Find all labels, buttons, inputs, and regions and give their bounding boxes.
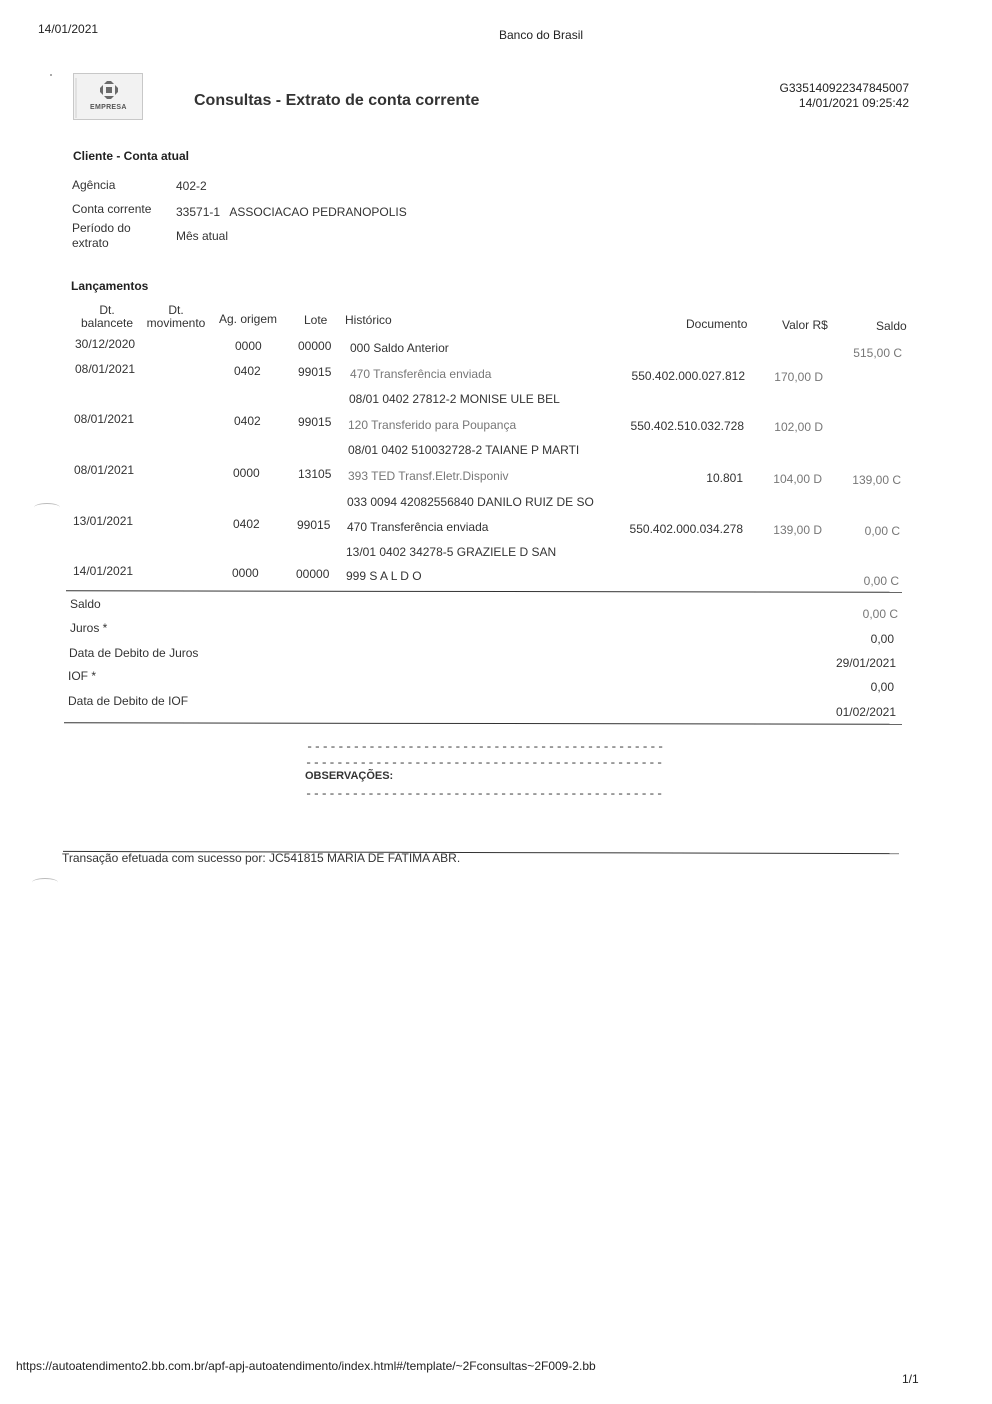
table-divider xyxy=(66,590,902,592)
header-saldo: Saldo xyxy=(876,319,907,333)
row-documento: 550.402.510.032.728 xyxy=(630,419,744,433)
row-valor: 139,00 D xyxy=(773,523,822,537)
transaction-status: Transação efetuada com sucesso por: JC541815 MARIA DE FATIMA ABR. xyxy=(62,851,461,865)
row-historico: 393 TED Transf.Eletr.Disponiv xyxy=(348,469,509,483)
row-lote: 99015 xyxy=(298,415,332,429)
obs-dashes-2: ---------------------------------------------- xyxy=(305,756,664,770)
obs-dashes-3: ---------------------------------------------- xyxy=(305,787,664,801)
row-date: 14/01/2021 xyxy=(73,564,134,578)
header-dt-balancete: Dt. balancete xyxy=(80,303,134,330)
row-date: 30/12/2020 xyxy=(75,337,136,351)
row-date: 08/01/2021 xyxy=(75,362,136,376)
row-saldo: 0,00 C xyxy=(863,574,899,588)
header-dt-movimento: Dt. movimento xyxy=(146,303,206,330)
header-historico: Histórico xyxy=(345,313,392,327)
header-ag-origem: Ag. origem xyxy=(219,312,278,326)
row-documento: 550.402.000.034.278 xyxy=(629,522,743,536)
conta-value: 33571-1 ASSOCIACAO PEDRANOPOLIS xyxy=(176,205,407,219)
data-juros-value: 29/01/2021 xyxy=(835,656,896,670)
row-lote: 00000 xyxy=(296,567,330,581)
page-title: Consultas - Extrato de conta corrente xyxy=(194,92,480,109)
row-historico: 470 Transferência enviada xyxy=(350,367,492,381)
bank-logo xyxy=(73,73,143,120)
row-historico: 000 Saldo Anterior xyxy=(350,341,449,355)
obs-label: OBSERVAÇÕES: xyxy=(305,770,394,782)
agencia-label: Agência xyxy=(72,178,116,192)
header-documento: Documento xyxy=(686,317,748,331)
row-date: 08/01/2021 xyxy=(74,412,135,426)
row-lote: 00000 xyxy=(298,339,332,353)
row-date: 08/01/2021 xyxy=(74,463,135,477)
row-date: 13/01/2021 xyxy=(73,514,134,528)
print-date: 14/01/2021 xyxy=(38,22,99,36)
row-historico: 120 Transferido para Poupança xyxy=(348,418,517,432)
row-historico: 999 S A L D O xyxy=(346,569,422,583)
data-iof-value: 01/02/2021 xyxy=(835,705,896,719)
row-detail: 08/01 0402 510032728-2 TAIANE P MARTI xyxy=(348,443,580,457)
document-code: G335140922347845007 xyxy=(779,81,909,95)
scan-mark xyxy=(34,503,60,512)
iof-value: 0,00 xyxy=(870,680,894,694)
row-valor: 102,00 D xyxy=(774,420,823,434)
row-detail: 13/01 0402 34278-5 GRAZIELE D SAN xyxy=(346,545,557,559)
page-number: 1/1 xyxy=(902,1372,919,1386)
saldo-value: 0,00 C xyxy=(862,607,898,621)
juros-label: Juros * xyxy=(70,621,108,635)
row-ag: 0402 xyxy=(234,364,261,378)
bb-logo-icon xyxy=(74,74,144,121)
obs-dashes-1: ---------------------------------------------- xyxy=(306,740,665,754)
row-valor: 104,00 D xyxy=(773,472,822,486)
iof-label: IOF * xyxy=(68,669,97,683)
row-ag: 0402 xyxy=(233,517,260,531)
row-historico: 470 Transferência enviada xyxy=(347,520,489,534)
header-valor: Valor R$ xyxy=(782,318,828,332)
logo-text: EMPRESA xyxy=(90,104,127,111)
agencia-value: 402-2 xyxy=(176,179,207,193)
row-documento: 10.801 xyxy=(706,471,743,485)
scan-dot xyxy=(50,74,52,76)
data-iof-label: Data de Debito de IOF xyxy=(68,694,189,708)
browser-page-title: Banco do Brasil xyxy=(499,28,584,42)
saldo-label: Saldo xyxy=(70,597,101,611)
data-juros-label: Data de Debito de Juros xyxy=(69,646,199,660)
periodo-label-line1: Período do xyxy=(72,221,131,235)
row-detail: 08/01 0402 27812-2 MONISE ULE BEL xyxy=(349,392,560,406)
scan-mark xyxy=(32,878,58,887)
row-lote: 99015 xyxy=(297,518,331,532)
row-lote: 13105 xyxy=(298,467,332,481)
juros-value: 0,00 xyxy=(870,632,894,646)
row-saldo: 0,00 C xyxy=(864,524,900,538)
periodo-label-line2: extrato xyxy=(72,236,109,250)
row-documento: 550.402.000.027.812 xyxy=(631,369,745,383)
row-saldo: 515,00 C xyxy=(853,346,902,360)
lancamentos-section-title: Lançamentos xyxy=(71,279,149,293)
summary-divider xyxy=(64,722,902,724)
client-section-title: Cliente - Conta atual xyxy=(73,149,190,163)
page-url: https://autoatendimento2.bb.com.br/apf-apj-autoatendimento/index.html#/template/~2Fconsultas~2F009-2.bb xyxy=(16,1359,596,1373)
header-lote: Lote xyxy=(304,313,328,327)
row-detail: 033 0094 42082556840 DANILO RUIZ DE SO xyxy=(347,495,594,509)
periodo-value: Mês atual xyxy=(176,229,229,243)
conta-label: Conta corrente xyxy=(72,202,152,216)
row-lote: 99015 xyxy=(298,365,332,379)
row-ag: 0402 xyxy=(234,414,261,428)
row-ag: 0000 xyxy=(232,566,259,580)
row-ag: 0000 xyxy=(235,339,262,353)
row-ag: 0000 xyxy=(233,466,260,480)
row-saldo: 139,00 C xyxy=(852,473,901,487)
row-valor: 170,00 D xyxy=(774,370,823,384)
document-timestamp: 14/01/2021 09:25:42 xyxy=(798,96,909,110)
